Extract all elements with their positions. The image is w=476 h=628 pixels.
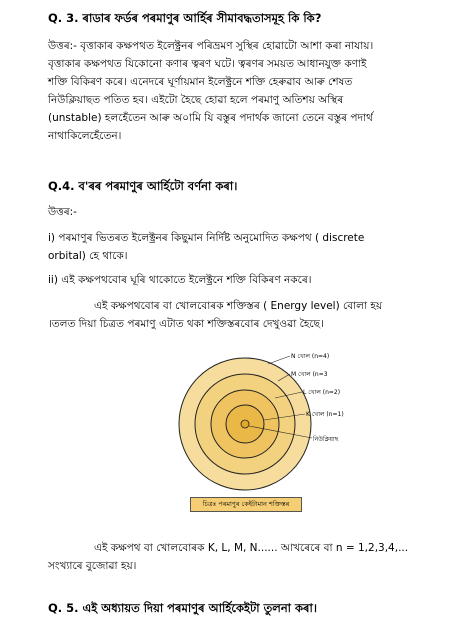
q3-line-1: উত্তৰ:- বৃত্তাকাৰ কক্ষপথত ইলেক্ট্ৰনৰ পৰিভ্ৰমণ সুস্থিৰ হোৱাটো আশা কৰা নাযায়। <box>48 40 374 52</box>
q3-heading: Q. 3. ৰাডাৰ ফৰ্ডৰ পৰমাণুৰ আৰ্হিৰ সীমাবদ্ধতাসমূহ কি কি? <box>48 11 322 25</box>
shells-text-line-1: এই কক্ষপথ বা খোলবোৰক K, L, M, N...... আখৰেৰে বা n = 1,2,3,4,... <box>94 542 409 554</box>
nucleus-label: নিউক্লিয়াছ <box>313 436 339 443</box>
shells-text-line-2: সংখ্যাৰে বুজোৱা হয়। <box>48 560 137 572</box>
q4-point1-line-2: orbital) হে থাকে। <box>48 250 128 262</box>
q4-point1-line-1: i) পৰমাণুৰ ভিতৰত ইলেক্ট্ৰনৰ কিছুমান নিৰ্দিষ্ট অনুমোদিত কক্ষপথ ( discrete <box>48 232 365 244</box>
q4-heading: Q.4. ব'ৰৰ পৰমাণুৰ আৰ্হিটো বৰ্ণনা কৰা। <box>48 179 238 193</box>
leader-n <box>268 356 290 364</box>
q4-para-line-1: এই কক্ষপথবোৰ বা খোলবোৰক শক্তিস্তৰ ( Energy level) বোলা হয় <box>94 300 383 312</box>
nucleus-dot <box>241 420 249 428</box>
q3-line-4: নিউক্লিয়াছত পতিত হব। এইটো হৈছে হোৱা হলে পৰমাণু অতিশয় অস্থিৰ <box>48 94 344 106</box>
q4-para-line-2: ।তলত দিয়া চিত্ৰত পৰমাণু এটাত থকা শক্তিস্তৰবোৰ দেখুওৱা হৈছে। <box>48 318 324 330</box>
q3-line-6: নাথাকিলেহেঁতেন। <box>48 130 122 142</box>
diagram-caption: চিত্ৰঃ পৰমাণুৰ কেইটামান শক্তিস্তৰ <box>190 497 302 512</box>
shell-label-l: L খোল (n=2) <box>303 389 341 396</box>
q3-line-5: (unstable) হলহেঁতেন আৰু অ০ামি যি বস্তুৰ পদাৰ্থক জানো তেনে বস্তুৰ পদাৰ্থ <box>48 112 373 124</box>
q3-line-2: বৃত্তাকাৰ কক্ষপথত যিকোনো কণাৰ ত্বৰণ ঘটে। ত্বৰণৰ সময়ত আধানযুক্ত কণাই <box>48 58 367 70</box>
shell-label-k: K খোল (n=1) <box>306 411 344 418</box>
shell-label-m: M খোল (n=3 <box>291 371 328 378</box>
q5-heading: Q. 5. এই অধ্যায়ত দিয়া পৰমাণুৰ আৰ্হিকেইটা তুলনা কৰা। <box>48 601 317 615</box>
q3-line-3: শক্তি বিকিৰণ কৰে। এনেদৰে ঘূৰ্ণায়মান ইলেক্ট্ৰনে শক্তি হেৰুৱাব আৰু শেষত <box>48 76 353 88</box>
q4-answer-label: উত্তৰ:- <box>48 206 77 218</box>
q4-point2: ii) এই কক্ষপথবোৰ ঘূৰি থাকোতে ইলেক্ট্ৰনে শক্তি বিকিৰণ নকৰে। <box>48 274 312 286</box>
shell-label-n: N খোল (n=4) <box>291 353 330 360</box>
